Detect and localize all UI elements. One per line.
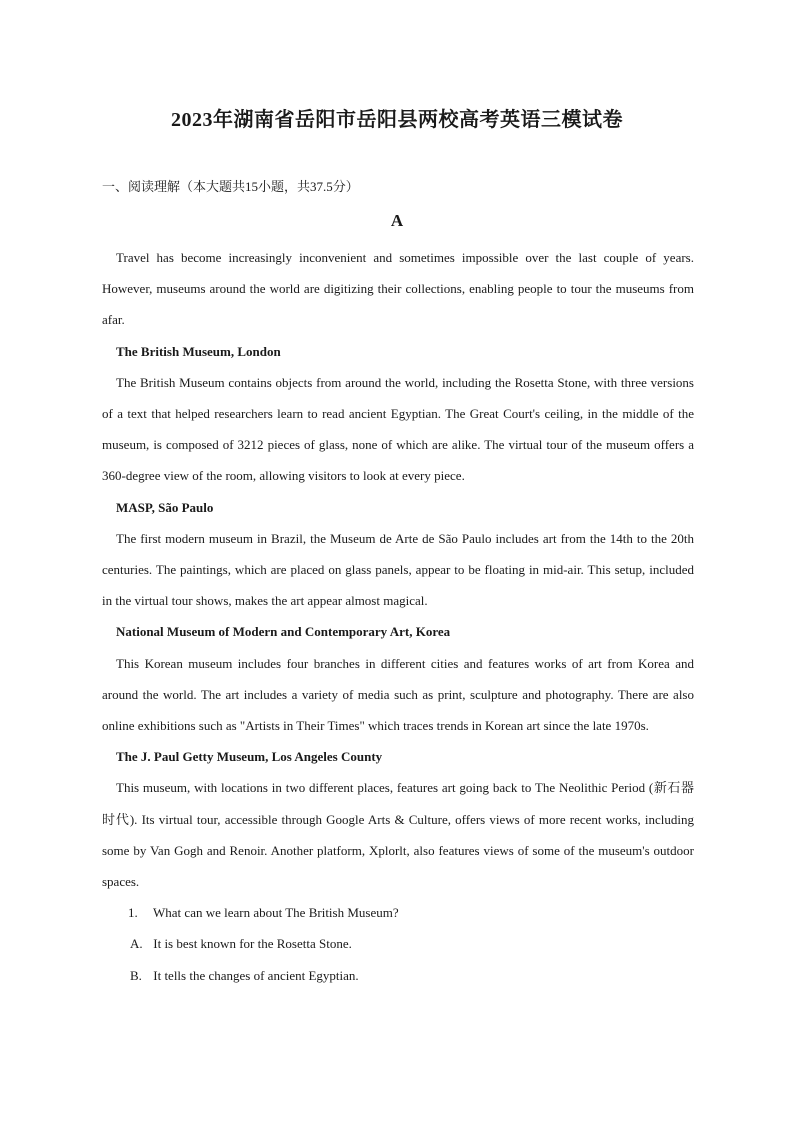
question-1: [102, 897, 694, 928]
exam-title: 2023年湖南省岳阳市岳阳县两校高考英语三模试卷: [171, 109, 623, 131]
question-number: 1.: [128, 905, 138, 921]
passage-letter: A: [390, 211, 404, 230]
museum-heading-getty: The J. Paul Getty Museum, Los Angeles County: [116, 749, 383, 765]
option-b: [102, 960, 694, 991]
passage-body: [102, 242, 694, 991]
option-a: [102, 928, 694, 959]
museum-heading-british: The British Museum, London: [116, 343, 281, 359]
museum-text-korea: This Korean museum includes four branches in different cities and features works of art from Korea and around the world. The art includes a variety of media such as print, sculpture and photography. There are also online exhibitions such as "Artists in Their Times" which traces trends in Korean art since the late 1970s.: [102, 655, 694, 734]
section-header: 一、阅读理解（本大题共15小题，共37.5分）: [102, 179, 359, 194]
option-text: It is best known for the Rosetta Stone.: [153, 936, 352, 952]
museum-heading-korea: National Museum of Modern and Contemporary Art, Korea: [116, 624, 451, 640]
option-letter: B.: [130, 967, 142, 983]
option-letter: A.: [130, 936, 143, 952]
museum-text-masp: The first modern museum in Brazil, the Museum de Arte de São Paulo includes art from the 14th to the 20th centuries. The paintings, which are placed on glass panels, appear to be floating in mid-air. This setup, included in the virtual tour shows, makes the art appear almost magical.: [102, 530, 694, 609]
question-text: What can we learn about The British Museum?: [153, 905, 399, 921]
museum-heading-masp: MASP, São Paulo: [116, 499, 214, 515]
option-text: It tells the changes of ancient Egyptian.: [153, 967, 359, 983]
museum-text-getty: This museum, with locations in two different places, features art going back to The Neolithic Period (新石器时代). Its virtual tour, accessible through Google Arts & Culture, offers views of more recent works, including some by Van Gogh and Renoir. Another platform, Xplorlt, also features views of some of the museum's outdoor spaces.: [102, 780, 694, 890]
museum-text-british: The British Museum contains objects from around the world, including the Rosetta Stone, with three versions of a text that helped researchers learn to read ancient Egyptian. The Great Court's ceiling, in the middle of the museum, is composed of 3212 pieces of glass, none of which are alike. The virtual tour of the museum offers a 360-degree view of the room, allowing visitors to look at every piece.: [102, 374, 694, 484]
passage-intro: Travel has become increasingly inconvenient and sometimes impossible over the last couple of years. However, museums around the world are digitizing their collections, enabling people to tour the museums from afar.: [102, 250, 694, 328]
